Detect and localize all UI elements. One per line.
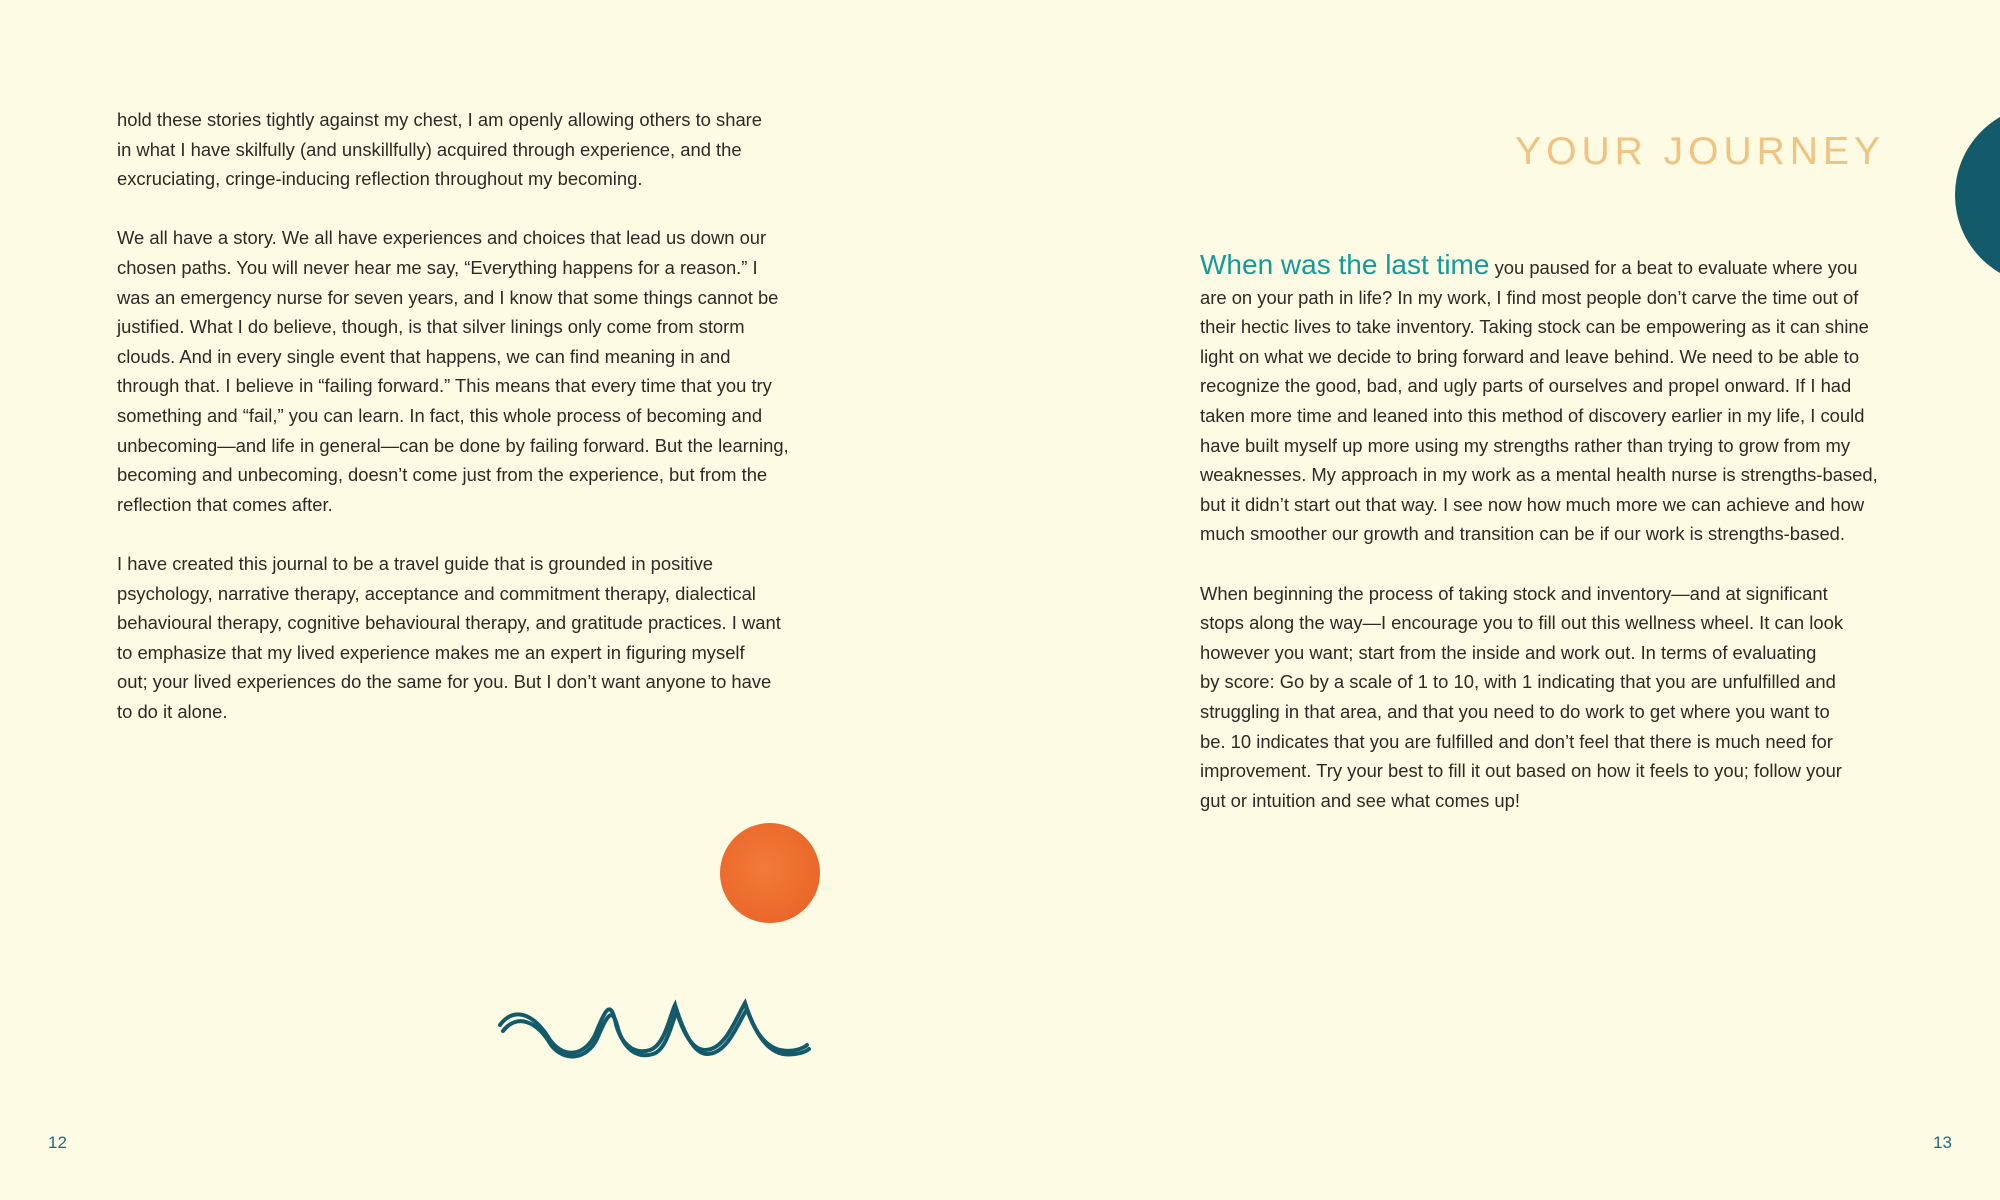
text-line: improvement. Try your best to fill it out based on how it feels to you; follow your xyxy=(1200,760,1842,782)
right-paragraph-2 xyxy=(1200,579,1890,816)
text-line: by score: Go by a scale of 1 to 10, with 1 indicating that you are unfulfilled and xyxy=(1200,671,1836,693)
right-page-body xyxy=(1200,250,1890,845)
text-line xyxy=(1200,250,1890,283)
text-line: but it didn’t start out that way. I see now how much more we can achieve and how xyxy=(1200,493,1865,515)
text-line: much smoother our growth and transition can be if our work is strengths-based. xyxy=(1200,523,1846,545)
left-page-body xyxy=(117,105,817,756)
sun-icon xyxy=(720,823,820,923)
lead-in-text: When was the last time xyxy=(1200,249,1490,280)
text-line: unbecoming—and life in general—can be done by failing forward. But the learning, xyxy=(117,434,789,456)
text-line: have built myself up more using my strengths rather than trying to grow from my xyxy=(1200,434,1851,456)
section-heading: YOUR JOURNEY xyxy=(1515,130,1885,173)
text-line: to do it alone. xyxy=(117,700,228,722)
text-line: psychology, narrative therapy, acceptance and commitment therapy, dialectical xyxy=(117,582,756,604)
text-line: behavioural therapy, cognitive behavioural therapy, and gratitude practices. I want xyxy=(117,612,781,634)
lead-continuation: you paused for a beat to evaluate where you xyxy=(1489,257,1858,278)
text-line: reflection that comes after. xyxy=(117,493,333,515)
left-paragraph-1 xyxy=(117,105,817,194)
text-line: justified. What I do believe, though, is that silver linings only come from storm xyxy=(117,316,745,338)
text-line: was an emergency nurse for seven years, and I know that some things cannot be xyxy=(117,286,779,308)
left-paragraph-2 xyxy=(117,223,817,519)
text-line: in what I have skilfully (and unskillfully) acquired through experience, and the xyxy=(117,138,742,160)
text-line: becoming and unbecoming, doesn’t come just from the experience, but from the xyxy=(117,464,768,486)
text-line: light on what we decide to bring forward and leave behind. We need to be able to xyxy=(1200,345,1860,367)
text-line: When beginning the process of taking stock and inventory—and at significant xyxy=(1200,582,1828,604)
text-line: hold these stories tightly against my chest, I am openly allowing others to share xyxy=(117,109,763,130)
text-line: recognize the good, bad, and ugly parts of ourselves and propel onward. If I had xyxy=(1200,375,1852,397)
text-line: are on your path in life? In my work, I find most people don’t carve the time out of xyxy=(1200,286,1859,308)
text-line: be. 10 indicates that you are fulfilled and don’t feel that there is much need for xyxy=(1200,730,1833,752)
text-line: however you want; start from the inside and work out. In terms of evaluating xyxy=(1200,641,1817,663)
text-line: chosen paths. You will never hear me say, “Everything happens for a reason.” I xyxy=(117,256,758,278)
waves-icon xyxy=(495,995,815,1065)
page-number-right: 13 xyxy=(1933,1133,1952,1152)
text-line: I have created this journal to be a travel guide that is grounded in positive xyxy=(117,552,714,574)
right-page xyxy=(1000,0,2000,1200)
text-line: something and “fail,” you can learn. In fact, this whole process of becoming and xyxy=(117,404,763,426)
text-line: weaknesses. My approach in my work as a mental health nurse is strengths-based, xyxy=(1200,464,1878,486)
text-line: out; your lived experiences do the same for you. But I don’t want anyone to have xyxy=(117,671,772,693)
text-line: gut or intuition and see what comes up! xyxy=(1200,789,1520,811)
text-line: their hectic lives to take inventory. Taking stock can be empowering as it can shine xyxy=(1200,316,1869,338)
text-line: struggling in that area, and that you need to do work to get where you want to xyxy=(1200,700,1830,722)
text-line: taken more time and leaned into this method of discovery earlier in my life, I could xyxy=(1200,404,1865,426)
text-line: stops along the way—I encourage you to fill out this wellness wheel. It can look xyxy=(1200,612,1844,634)
left-paragraph-3 xyxy=(117,549,817,727)
page-number-left: 12 xyxy=(48,1133,67,1152)
text-line: through that. I believe in “failing forward.” This means that every time that you try xyxy=(117,375,772,397)
text-line: to emphasize that my lived experience makes me an expert in figuring myself xyxy=(117,641,745,663)
text-line: We all have a story. We all have experiences and choices that lead us down our xyxy=(117,227,767,249)
right-paragraph-1 xyxy=(1200,250,1890,549)
text-line: excruciating, cringe-inducing reflection throughout my becoming. xyxy=(117,168,643,190)
half-circle-shape xyxy=(1955,105,2000,285)
text-line: clouds. And in every single event that happens, we can find meaning in and xyxy=(117,345,731,367)
